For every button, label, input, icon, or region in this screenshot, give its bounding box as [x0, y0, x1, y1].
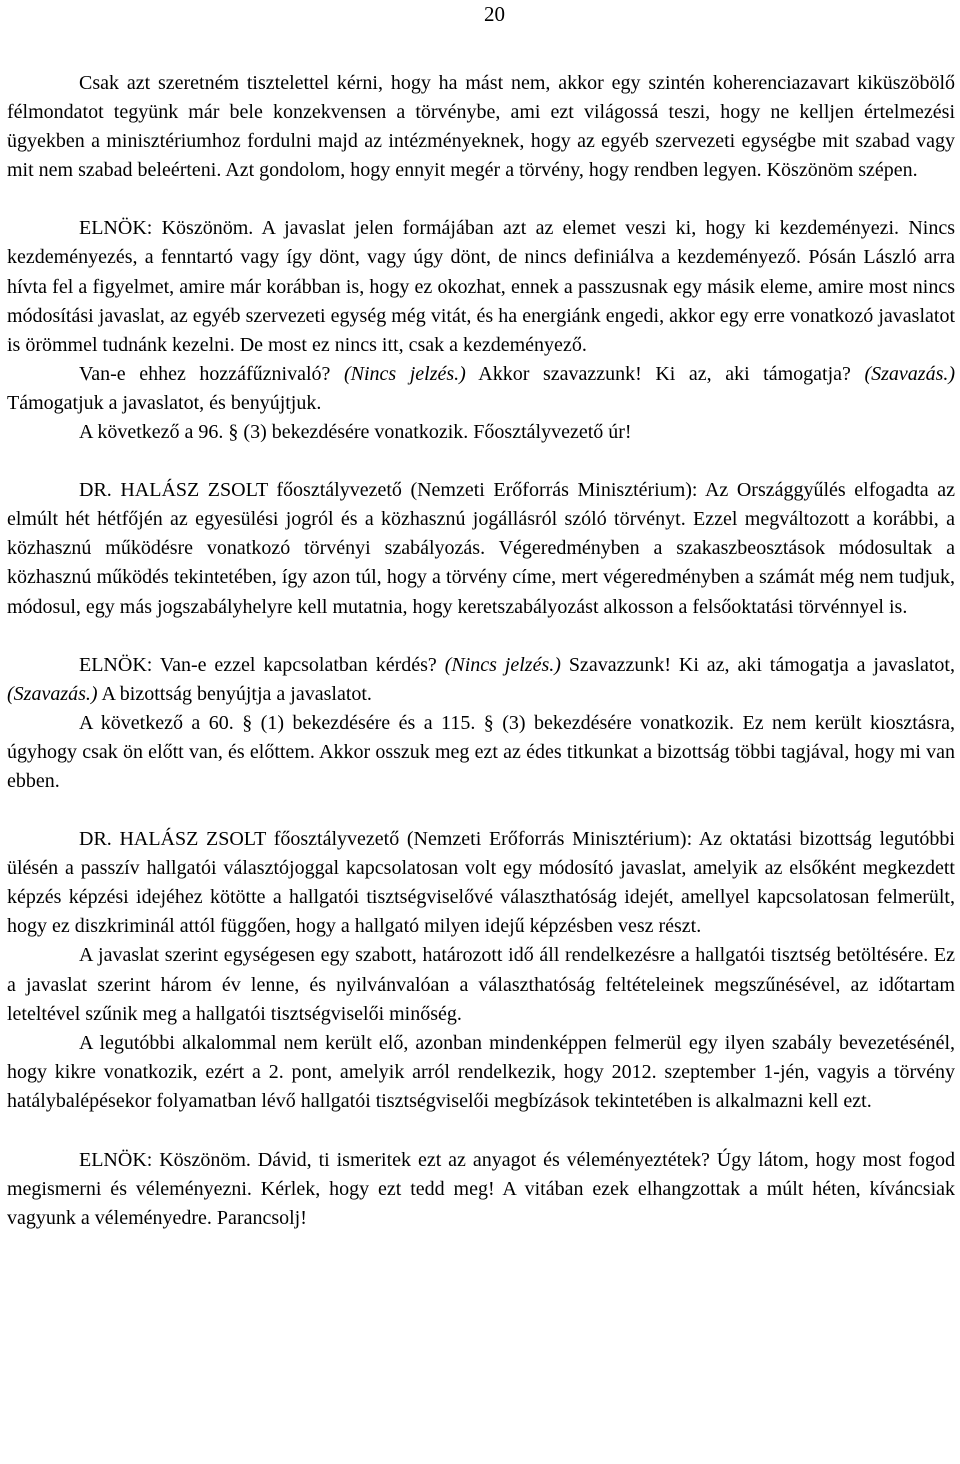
text-segment: Van-e ehhez hozzáfűznivaló?	[79, 362, 344, 385]
text-segment: DR. HALÁSZ ZSOLT főosztályvezető (Nemzeti Erőforrás Minisztérium): Az Országgyűlés elfogadta az elmúlt hét hétfőjén az egyesülési jogról és a közhasznú jogállásról szóló törvényt. Ezzel megváltozott a korábbi, a közhasznú működésre vonatkozó törvényi szabályozás. Végeredményben a szakaszbeosztások módosultak a közhasznú működés tekintetében, így azon túl, hogy a törvény címe, mert végeredményben a számát még nem tudjuk, módosul, egy más jogszabályhelyre kell mutatnia, hogy keretszabályozást alkosson a felsőoktatási törvénnyel is.	[7, 479, 955, 618]
text-segment: ELNÖK: Van-e ezzel kapcsolatban kérdés?	[79, 653, 445, 676]
paragraph	[7, 1029, 955, 1116]
text-segment: A következő a 60. § (1) bekezdésére és a 115. § (3) bekezdésére vonatkozik. Ez nem került kiosztásra, úgyhogy csak ön előtt van, és előttem. Akkor osszuk meg ezt az édes titkunkat a bizottság többi tagjával, hogy mi van ebben.	[7, 711, 955, 792]
text-segment: DR. HALÁSZ ZSOLT főosztályvezető (Nemzeti Erőforrás Minisztérium): Az oktatási bizottság legutóbbi ülésén a passzív hallgatói választójoggal kapcsolatosan volt egy módosító javaslat, amelyik az elsőként megkezdett képzés képzési idejéhez kötötte a hallgatói tisztségviselővé választhatóság idejét, amellyel kapcsolatosan felmerült, hogy ez diszkriminál attól függően, hogy a hallgató milyen idejű képzésben vesz részt.	[7, 828, 955, 938]
paragraph	[7, 651, 955, 709]
stage-direction: (Nincs jelzés.)	[343, 362, 466, 385]
text-segment: ELNÖK: Köszönöm. Dávid, ti ismeritek ezt az anyagot és véleményeztétek? Úgy látom, hogy most fogod megismerni és véleményezni. Kérlek, hogy ezt tedd meg! A vitában ezek elhangzottak a múlt héten, kíváncsiak vagyunk a véleményedre. Parancsolj!	[7, 1149, 955, 1230]
paragraph	[7, 1146, 955, 1233]
text-segment: A legutóbbi alkalommal nem került elő, azonban mindenképpen felmerül egy ilyen szabály bevezetésénél, hogy kikre vonatkozik, ezért a 2. pont, amelyik arról rendelkezik, hogy 2012. szeptember 1-jén, vagyis a törvény hatálybalépésekor folyamatban lévő hallgatói tisztségviselői megbízások tekintetében is alkalmazni kell ezt.	[7, 1031, 955, 1112]
text-segment: Akkor szavazzunk! Ki az, aki támogatja?	[465, 362, 865, 385]
paragraph	[7, 214, 955, 359]
paragraph	[7, 825, 955, 941]
paragraph	[7, 709, 955, 796]
text-segment: ELNÖK: Köszönöm. A javaslat jelen formájában azt az elemet veszi ki, hogy ki kezdeményezi. Nincs kezdeményezés, a fenntartó vagy így dönt, vagy úgy dönt, de nincs definiálva a kezdeményező. Pósán László arra hívta fel a figyelmet, amire már korábban is, hogy ez okozhat, ennek a passzusnak egy másik eleme, amire most nincs módosítási javaslat, az egyéb szervezeti egység még vitát, és ha energiánk engedi, akkor egy erre vonatkozó javaslatot is örömmel tudnánk kezelni. De most ez nincs itt, csak a kezdeményező.	[7, 217, 955, 356]
stage-direction: (Szavazás.)	[7, 682, 98, 705]
stage-direction: (Szavazás.)	[864, 362, 956, 385]
text-segment: A bizottság benyújtja a javaslatot.	[97, 682, 372, 705]
text-segment: A javaslat szerint egységesen egy szabott, határozott idő áll rendelkezésre a hallgatói tisztség betöltésére. Ez a javaslat szerint három év lenne, és nyilvánvalóan a választhatóság feltételeinek megszűnésével, az időtartam leteltével szűnik meg a hallgatói tisztségviselői minőség.	[7, 944, 955, 1025]
paragraph	[7, 69, 955, 185]
text-segment: Csak azt szeretném tisztelettel kérni, hogy ha mást nem, akkor egy szintén koherenciazavart kiküszöbölő félmondatot tegyünk már bele konzekvensen a törvénybe, ami ezt világossá teszi, hogy ne kelljen értelmezési ügyekben a minisztériumhoz fordulni majd az intézményeknek, hogy az egyéb szervezeti egységbe mit szabad vagy mit nem szabad beleérteni. Azt gondolom, hogy ennyit megér a törvény, hogy rendben legyen. Köszönöm szépen.	[7, 72, 955, 182]
paragraph	[7, 476, 955, 621]
paragraph	[7, 418, 955, 447]
stage-direction: (Nincs jelzés.)	[444, 653, 561, 676]
page-number: 20	[484, 2, 505, 26]
paragraph	[7, 360, 955, 418]
text-segment: A következő a 96. § (3) bekezdésére vonatkozik. Főosztályvezető úr!	[79, 421, 632, 444]
document-body	[7, 69, 955, 1233]
paragraph	[7, 941, 955, 1028]
text-segment: Támogatjuk a javaslatot, és benyújtjuk.	[7, 391, 322, 414]
text-segment: Szavazzunk! Ki az, aki támogatja a javaslatot,	[560, 653, 955, 676]
